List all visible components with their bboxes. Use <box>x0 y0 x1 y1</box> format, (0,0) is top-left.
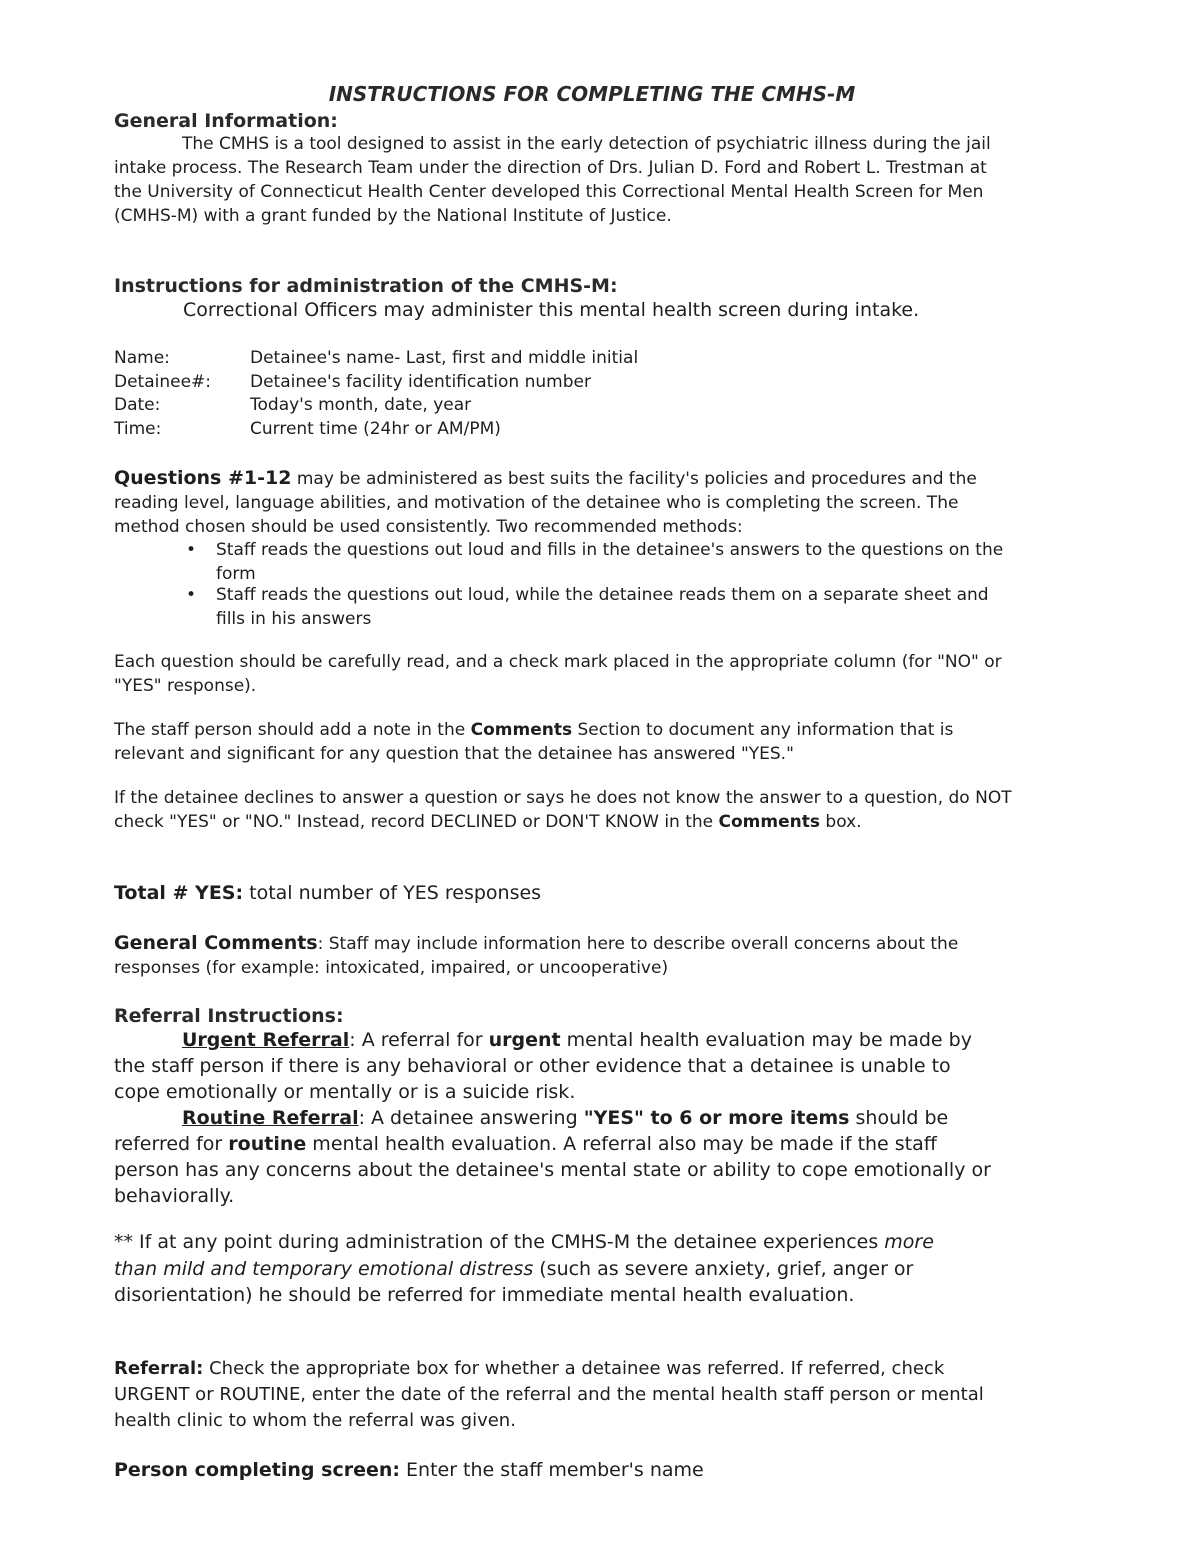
list-item <box>186 539 1014 586</box>
comments-note-section <box>114 718 1014 766</box>
general-info-text: The CMHS is a tool designed to assist in the early detection of psychiatric illness during the jail intake process. The Research Team under the direction of Drs. Julian D. Ford and Robert L. Trestman at the University of Connecticut Health Center developed this Correctional Mental Health Screen for Men (CMHS-M) with a grant funded by the National Institute of Justice. <box>114 134 991 226</box>
questions-text <box>114 466 1014 539</box>
declines-section <box>114 786 1014 834</box>
list-item <box>186 584 1014 631</box>
person-label: Person completing screen: <box>114 1459 400 1481</box>
general-info-heading: General Information: <box>114 110 338 132</box>
referral-instructions-section <box>114 1005 994 1209</box>
page-title: INSTRUCTIONS FOR COMPLETING THE CMHS-M <box>328 82 856 106</box>
method-text: Staff reads the questions out loud, while the detainee reads them on a separate sheet and fills in his answers <box>216 585 989 629</box>
bullet-icon: • <box>186 585 197 605</box>
field-row <box>114 418 638 442</box>
general-comments-text <box>114 931 1014 980</box>
declines-body: If the detainee declines to answer a question or says he does not know the answer to a question, do NOT check "YES" or "NO." Instead, record DECLINED or DON'T KNOW in the <box>114 788 1012 832</box>
comments-note-bold: Comments <box>470 720 573 740</box>
field-definition-table <box>114 347 638 441</box>
routine-referral-text <box>114 1105 994 1209</box>
declines-text <box>114 786 1014 834</box>
urgent-t1: : A referral for <box>349 1029 489 1051</box>
distress-section <box>114 1229 974 1309</box>
routine-b1: "YES" to 6 or more items <box>583 1107 850 1129</box>
routine-b2: routine <box>228 1133 307 1155</box>
urgent-referral-text <box>114 1027 994 1105</box>
field-label: Time: <box>114 418 162 439</box>
person-section <box>114 1457 1014 1483</box>
person-body: Enter the staff member's name <box>399 1459 704 1481</box>
routine-t1: : A detainee answering <box>358 1107 584 1129</box>
person-text <box>114 1457 1014 1483</box>
general-info-section <box>114 110 1014 228</box>
field-row <box>114 347 638 371</box>
comments-note-text <box>114 718 1014 766</box>
distress-t1: ** If at any point during administration of the CMHS-M the detainee experiences <box>114 1231 885 1253</box>
urgent-b1: urgent <box>488 1029 561 1051</box>
referral-body: Check the appropriate box for whether a detainee was referred. If referred, check URGENT or ROUTINE, enter the date of the referral and the mental health staff person or mental health clinic to whom the referral was given. <box>114 1358 984 1431</box>
field-row <box>114 371 638 395</box>
methods-list <box>114 539 1014 631</box>
administration-text: Correctional Officers may administer this mental health screen during intake. <box>183 299 920 321</box>
routine-t2: should be referred for <box>114 1107 949 1155</box>
field-label: Name: <box>114 348 170 368</box>
field-label: Date: <box>114 395 161 415</box>
general-comments-body: : Staff may include information here to describe overall concerns about the responses (for example: intoxicated, impaired, or uncooperative) <box>114 934 959 978</box>
general-comments-label: General Comments <box>114 932 318 954</box>
field-definitions <box>114 347 1014 441</box>
declines-post: box. <box>820 812 862 832</box>
general-comments-section <box>114 931 1014 980</box>
field-desc: Detainee's name- Last, first and middle initial <box>250 348 639 368</box>
each-question-text: Each question should be carefully read, and a check mark placed in the appropriate column (for "NO" or "YES" response). <box>114 652 1002 696</box>
distress-text <box>114 1229 974 1309</box>
method-text: Staff reads the questions out loud and fills in the detainee's answers to the questions on the form <box>216 540 1004 584</box>
field-desc: Current time (24hr or AM/PM) <box>250 418 501 439</box>
urgent-referral-label: Urgent Referral <box>182 1029 350 1051</box>
administration-section <box>114 275 1014 323</box>
total-yes-text <box>114 880 1014 906</box>
referral-instructions-heading: Referral Instructions: <box>114 1005 344 1027</box>
field-desc: Detainee's facility identification number <box>250 371 591 392</box>
total-yes-label: Total # YES: <box>114 882 244 904</box>
field-desc: Today's month, date, year <box>250 395 472 415</box>
field-row <box>114 394 638 418</box>
referral-section <box>114 1356 994 1434</box>
questions-section <box>114 466 1014 631</box>
comments-note-post: Section to document any information that is relevant and significant for any question that the detainee has answered "YES." <box>114 720 954 764</box>
declines-bold: Comments <box>718 812 820 832</box>
each-question-section <box>114 650 1014 698</box>
bullet-icon: • <box>186 540 197 560</box>
urgent-t2: mental health evaluation may be made by the staff person if there is any behavioral or other evidence that a detainee is unable to cope emotionally or mentally or is a suicide risk. <box>114 1029 972 1103</box>
routine-referral-label: Routine Referral <box>182 1107 359 1129</box>
referral-label: Referral: <box>114 1358 204 1379</box>
distress-t2: (such as severe anxiety, grief, anger or disorientation) he should be referred for immediate mental health evaluation. <box>114 1257 914 1306</box>
referral-text <box>114 1356 994 1434</box>
field-label: Detainee#: <box>114 371 212 392</box>
questions-label: Questions #1-12 <box>114 467 292 489</box>
comments-note-pre: The staff person should add a note in the <box>114 720 471 740</box>
administration-heading: Instructions for administration of the CMHS-M: <box>114 275 618 297</box>
questions-body: may be administered as best suits the facility's policies and procedures and the reading level, language abilities, and motivation of the detainee who is completing the screen. The method chosen should be used consistently. Two recommended methods: <box>114 469 977 537</box>
total-yes-section <box>114 880 1014 906</box>
total-yes-body: total number of YES responses <box>243 882 542 904</box>
distress-italic: more than mild and temporary emotional distress <box>114 1231 934 1280</box>
routine-t3: mental health evaluation. A referral also may be made if the staff person has any concerns about the detainee's mental state or ability to cope emotionally or behaviorally. <box>114 1133 991 1207</box>
